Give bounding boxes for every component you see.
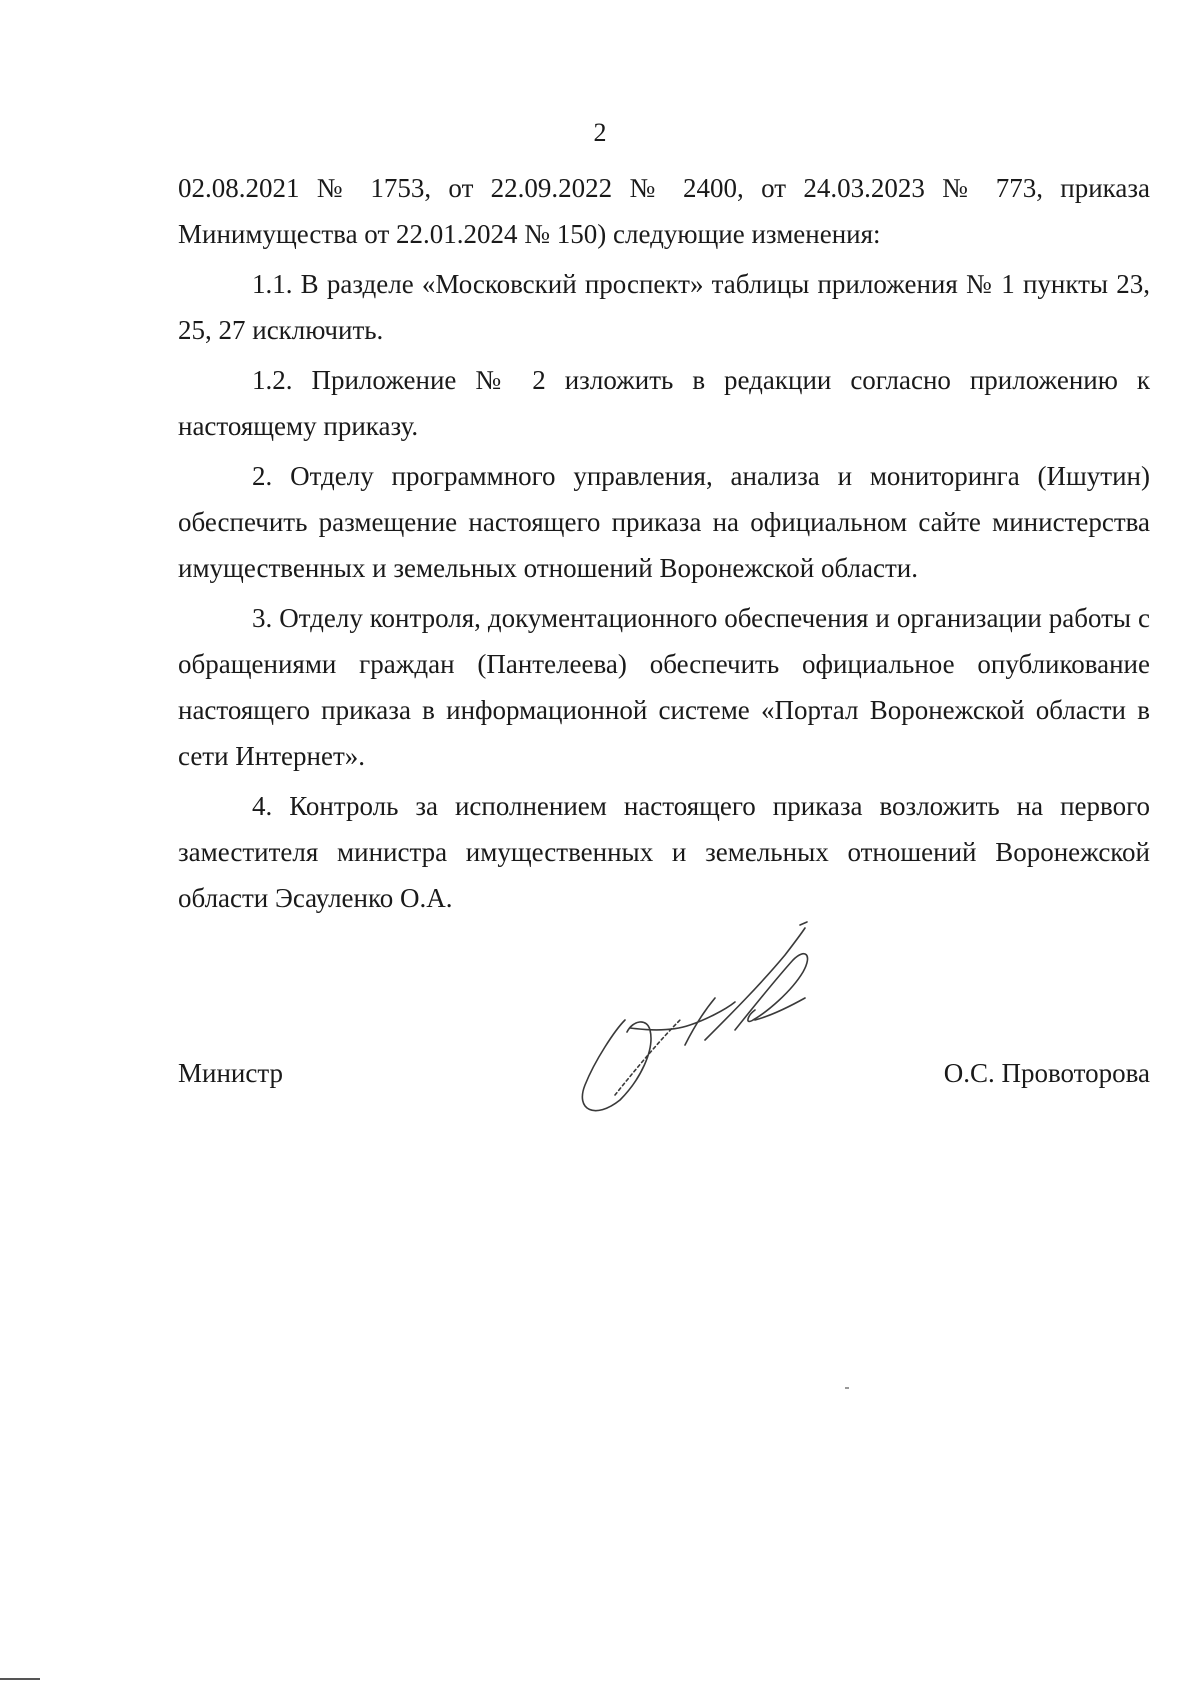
- signatory-name: О.С. Провоторова: [943, 1058, 1150, 1088]
- paragraph-continuation: 02.08.2021 № 1753, от 22.09.2022 № 2400, от 24.03.2023 № 773, приказа Минимущества от 22.01.2024 № 150) следующие изменения:: [178, 173, 1150, 249]
- corner-scan-mark: [0, 1678, 40, 1686]
- page-number: 2: [593, 118, 607, 147]
- document-body: [178, 165, 1150, 921]
- handwritten-signature: [555, 920, 855, 1140]
- paragraph-3: 3. Отделу контроля, документационного обеспечения и организации работы с обращениями граждан (Пантелеева) обеспечить официальное опубликование настоящего приказа в информационной системе «Портал Воронежской области в сети Интернет».: [178, 603, 1150, 771]
- signature-row: [178, 1055, 1150, 1095]
- paragraph-1-2: 1.2. Приложение № 2 изложить в редакции согласно приложению к настоящему приказу.: [178, 365, 1150, 441]
- paragraph-4: 4. Контроль за исполнением настоящего приказа возложить на первого заместителя министра имущественных и земельных отношений Воронежской области Эсауленко О.А.: [178, 791, 1150, 913]
- signatory-title: Министр: [178, 1058, 283, 1088]
- paragraph-2: 2. Отделу программного управления, анализа и мониторинга (Ишутин) обеспечить размещение настоящего приказа на официальном сайте министерства имущественных и земельных отношений Воронежской области.: [178, 461, 1150, 583]
- paragraph-1-1: 1.1. В разделе «Московский проспект» таблицы приложения № 1 пункты 23, 25, 27 исключить.: [178, 269, 1150, 345]
- scan-speck: [845, 1387, 849, 1389]
